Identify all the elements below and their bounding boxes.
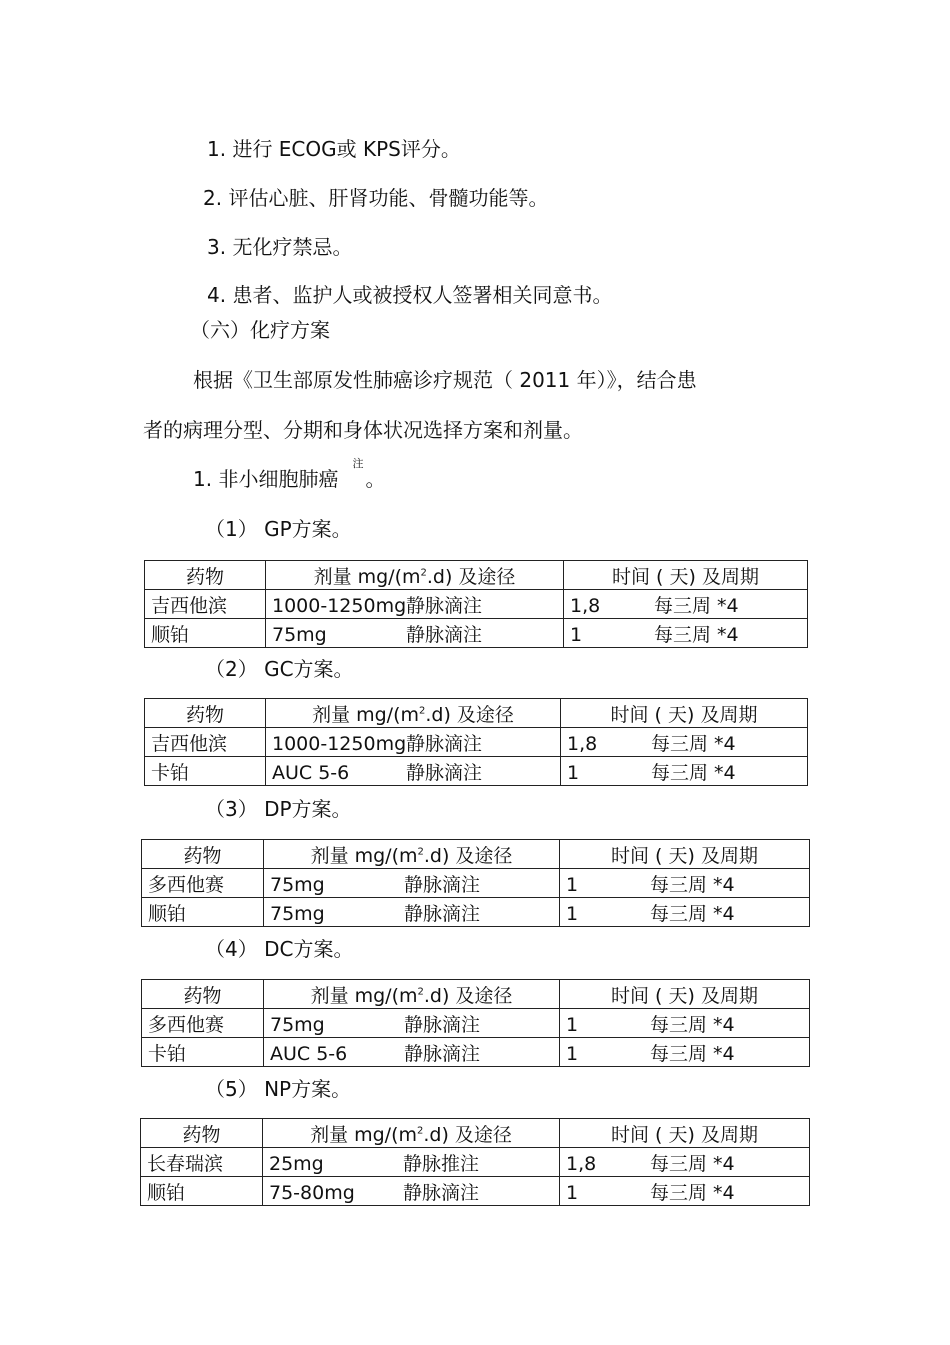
header-schedule: 时间 ( 天) 及周期 bbox=[560, 840, 810, 869]
header-schedule: 时间 ( 天) 及周期 bbox=[560, 1119, 810, 1148]
cell-schedule: 1 每三周 *4 bbox=[560, 1038, 810, 1067]
cell-dose: 75mg 静脉滴注 bbox=[266, 619, 564, 648]
cell-schedule: 1 每三周 *4 bbox=[560, 1009, 810, 1038]
table-row bbox=[145, 757, 808, 786]
header-drug: 药物 bbox=[142, 980, 264, 1009]
cell-schedule: 1 每三周 *4 bbox=[564, 619, 808, 648]
regimen-title-np: （5） NP方案。 bbox=[205, 1077, 352, 1101]
cell-schedule: 1,8 每三周 *4 bbox=[564, 590, 808, 619]
table-header-row bbox=[145, 699, 808, 728]
header-dose: 剂量 $mg/(m^2.d)$ 及途径 bbox=[263, 1119, 560, 1148]
cell-schedule: 1 每三周 *4 bbox=[561, 757, 808, 786]
table-row bbox=[141, 1148, 810, 1177]
cell-dose: AUC 5-6 静脉滴注 bbox=[266, 757, 561, 786]
regimen-table-dp bbox=[141, 839, 810, 927]
table-header-row bbox=[142, 980, 810, 1009]
regimen-title-gc: （2） GC方案。 bbox=[205, 657, 354, 681]
cell-drug: 吉西他滨 bbox=[145, 590, 266, 619]
cell-schedule: 1,8 每三周 *4 bbox=[560, 1148, 810, 1177]
header-drug: 药物 bbox=[145, 561, 266, 590]
table-row bbox=[142, 1009, 810, 1038]
cell-dose: AUC 5-6 静脉滴注 bbox=[264, 1038, 560, 1067]
subsection-end: 。 bbox=[365, 467, 386, 491]
header-dose: 剂量 $mg/(m^2.d)$ 及途径 bbox=[264, 980, 560, 1009]
cell-dose: 1000-1250mg静脉滴注 bbox=[266, 590, 564, 619]
section-title: （六）化疗方案 bbox=[190, 318, 330, 342]
table-row bbox=[145, 590, 808, 619]
cell-drug: 顺铂 bbox=[141, 1177, 263, 1206]
cell-drug: 多西他赛 bbox=[142, 1009, 264, 1038]
regimen-title-dp: （3） DP方案。 bbox=[205, 797, 352, 821]
table-header-row bbox=[145, 561, 808, 590]
header-drug: 药物 bbox=[142, 840, 264, 869]
list-item-3: 3. 无化疗禁忌。 bbox=[207, 235, 353, 259]
regimen-title-dc: （4） DC方案。 bbox=[205, 937, 354, 961]
cell-drug: 长春瑞滨 bbox=[141, 1148, 263, 1177]
cell-dose: 75-80mg 静脉滴注 bbox=[263, 1177, 560, 1206]
list-item-1: 1. 进行 ECOG或 KPS评分。 bbox=[207, 137, 461, 161]
header-drug: 药物 bbox=[145, 699, 266, 728]
cell-dose: 75mg 静脉滴注 bbox=[264, 869, 560, 898]
table-row bbox=[145, 728, 808, 757]
list-item-2: 2. 评估心脏、肝肾功能、骨髓功能等。 bbox=[203, 186, 549, 210]
cell-drug: 吉西他滨 bbox=[145, 728, 266, 757]
regimen-table-gc bbox=[144, 698, 808, 786]
subsection-title: 1. 非小细胞肺癌 bbox=[193, 467, 339, 491]
table-header-row bbox=[142, 840, 810, 869]
regimen-title-gp: （1） GP方案。 bbox=[205, 517, 352, 541]
regimen-table-dc bbox=[141, 979, 810, 1067]
header-dose: 剂量 $mg/(m^2.d)$ 及途径 bbox=[266, 561, 564, 590]
header-drug: 药物 bbox=[141, 1119, 263, 1148]
footnote-marker: 注 bbox=[352, 457, 364, 470]
paragraph-line-1: 根据《卫生部原发性肺癌诊疗规范（ 2011 年）》，结合患 bbox=[193, 368, 697, 392]
list-item-4: 4. 患者、监护人或被授权人签署相关同意书。 bbox=[207, 283, 613, 307]
regimen-table-gp bbox=[144, 560, 808, 648]
subsection-heading bbox=[193, 457, 386, 492]
table-header-row bbox=[141, 1119, 810, 1148]
paragraph-line-2: 者的病理分型、分期和身体状况选择方案和剂量。 bbox=[143, 418, 583, 442]
cell-drug: 顺铂 bbox=[142, 898, 264, 927]
cell-drug: 卡铂 bbox=[145, 757, 266, 786]
cell-drug: 卡铂 bbox=[142, 1038, 264, 1067]
regimen-table-np bbox=[140, 1118, 810, 1206]
header-dose: 剂量 $mg/(m^2.d)$ 及途径 bbox=[266, 699, 561, 728]
table-row bbox=[141, 1177, 810, 1206]
cell-schedule: 1 每三周 *4 bbox=[560, 1177, 810, 1206]
table-row bbox=[142, 1038, 810, 1067]
table-row bbox=[145, 619, 808, 648]
cell-drug: 多西他赛 bbox=[142, 869, 264, 898]
cell-dose: 1000-1250mg静脉滴注 bbox=[266, 728, 561, 757]
cell-dose: 75mg 静脉滴注 bbox=[264, 898, 560, 927]
header-schedule: 时间 ( 天) 及周期 bbox=[564, 561, 808, 590]
header-dose: 剂量 $mg/(m^2.d)$ 及途径 bbox=[264, 840, 560, 869]
cell-drug: 顺铂 bbox=[145, 619, 266, 648]
header-schedule: 时间 ( 天) 及周期 bbox=[560, 980, 810, 1009]
cell-schedule: 1 每三周 *4 bbox=[560, 869, 810, 898]
cell-dose: 75mg 静脉滴注 bbox=[264, 1009, 560, 1038]
cell-schedule: 1,8 每三周 *4 bbox=[561, 728, 808, 757]
cell-schedule: 1 每三周 *4 bbox=[560, 898, 810, 927]
cell-dose: 25mg 静脉推注 bbox=[263, 1148, 560, 1177]
header-schedule: 时间 ( 天) 及周期 bbox=[561, 699, 808, 728]
table-row bbox=[142, 898, 810, 927]
table-row bbox=[142, 869, 810, 898]
